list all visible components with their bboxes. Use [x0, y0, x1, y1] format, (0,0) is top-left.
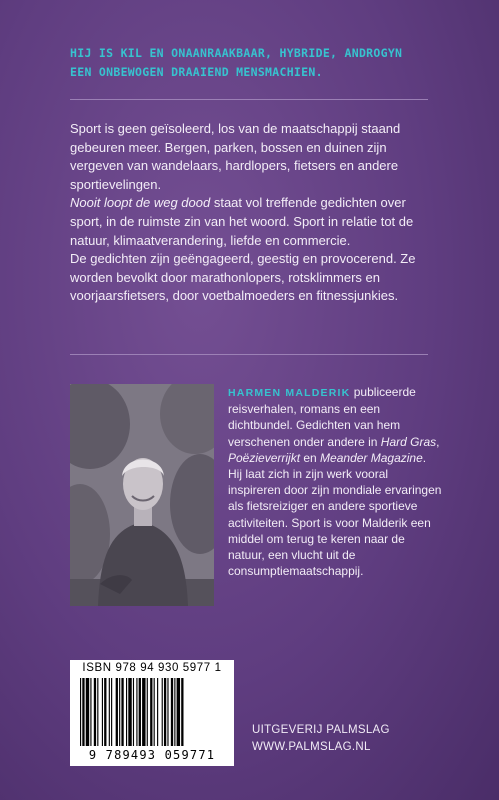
- blurb-paragraph-1: Sport is geen geïsoleerd, los van de maatschappij staand gebeuren meer. Bergen, parken, bossen en duinen zijn vergeven van wandelaars, hardlopers, fietsers en andere sportievelingen.: [70, 121, 401, 192]
- tagline-quote: [70, 44, 450, 82]
- barcode-bar: [121, 678, 123, 746]
- barcode-bar: [104, 678, 106, 746]
- barcode-bar: [94, 678, 96, 746]
- barcode-bar: [154, 678, 155, 746]
- barcode-bar: [111, 678, 112, 746]
- publisher-info: [252, 722, 390, 756]
- barcode-bar: [147, 678, 148, 746]
- author-name: HARMEN MALDERIK: [228, 387, 351, 399]
- barcode-bar: [171, 678, 173, 746]
- magazine-meander: Meander Magazine: [320, 450, 423, 465]
- barcode-bar: [162, 678, 163, 746]
- barcode-bar: [157, 678, 158, 746]
- divider-top: [70, 99, 428, 100]
- tagline-line-2: EEN ONBEWOGEN DRAAIEND MENSMACHIEN.: [70, 65, 323, 79]
- barcode-bar: [136, 678, 137, 746]
- barcode-bar: [80, 678, 81, 746]
- book-title: Nooit loopt de weg dood: [70, 195, 211, 211]
- tagline-line-1: HIJ IS KIL EN ONAANRAAKBAAR, HYBRIDE, ANDROGYN: [70, 46, 403, 60]
- magazine-poezieverrijkt: Poëzieverrijkt: [228, 450, 301, 465]
- magazine-hard-gras: Hard Gras: [380, 434, 437, 449]
- barcode-bar: [174, 678, 175, 746]
- blurb-paragraph-2: [70, 194, 432, 250]
- barcode-bar: [116, 678, 118, 746]
- barcode-digits: 9 789493 059771: [88, 748, 216, 762]
- isbn-barcode: [70, 660, 234, 766]
- book-blurb: [70, 120, 432, 306]
- barcode-bar: [102, 678, 103, 746]
- barcode-bar: [167, 678, 168, 746]
- barcode-bar: [150, 678, 152, 746]
- barcode-bar: [128, 678, 131, 746]
- publisher-website: WWW.PALMSLAG.NL: [252, 741, 371, 753]
- isbn-label: ISBN 978 94 930 5977 1: [82, 662, 222, 674]
- blurb-paragraph-3: De gedichten zijn geëngageerd, geestig en provocerend. Ze worden bevolkt door marathonlopers, rotsklimmers en voorjaarsfietsers, door voetbalmoeders en fitnessjunkies.: [70, 251, 416, 304]
- publisher-name: UITGEVERIJ PALMSLAG: [252, 724, 390, 736]
- barcode-bar: [97, 678, 98, 746]
- author-bio-text: HARMEN MALDERIK publiceerde reisverhalen, romans en een dichtbundel. Gedichten van hem verschenen onder andere in Hard Gras, Poëzieverrijkt en Meander Magazine. Hij laat zich in zijn werk vooral inspireren door zijn mondiale ervaringen als fietsreiziger en andere sportieve activiteiten. Sport is voor Malderik een middel om terug te keren naar de natuur, een vlucht uit de consumptiemaatschappij.: [228, 385, 442, 579]
- barcode-bar: [177, 678, 180, 746]
- barcode-bar: [139, 678, 141, 746]
- author-bio: [228, 384, 443, 579]
- barcode-bars: [80, 678, 224, 748]
- blurb-paragraph-2-text: staat vol treffende gedichten over sport, in de ruimste zin van het woord. Sport in relatie tot de natuur, klimaatverandering, liefde en commercie.: [70, 195, 414, 248]
- barcode-bar: [164, 678, 166, 746]
- barcode-bar: [90, 678, 91, 746]
- barcode-bar: [119, 678, 120, 746]
- barcode-bar: [126, 678, 127, 746]
- barcode-bar: [109, 678, 110, 746]
- barcode-bar: [181, 678, 183, 746]
- barcode-bar: [142, 678, 145, 746]
- author-photo: [70, 384, 214, 606]
- barcode-bar: [82, 678, 84, 746]
- barcode-bar: [133, 678, 134, 746]
- barcode-bar: [86, 678, 89, 746]
- divider-middle: [70, 354, 428, 355]
